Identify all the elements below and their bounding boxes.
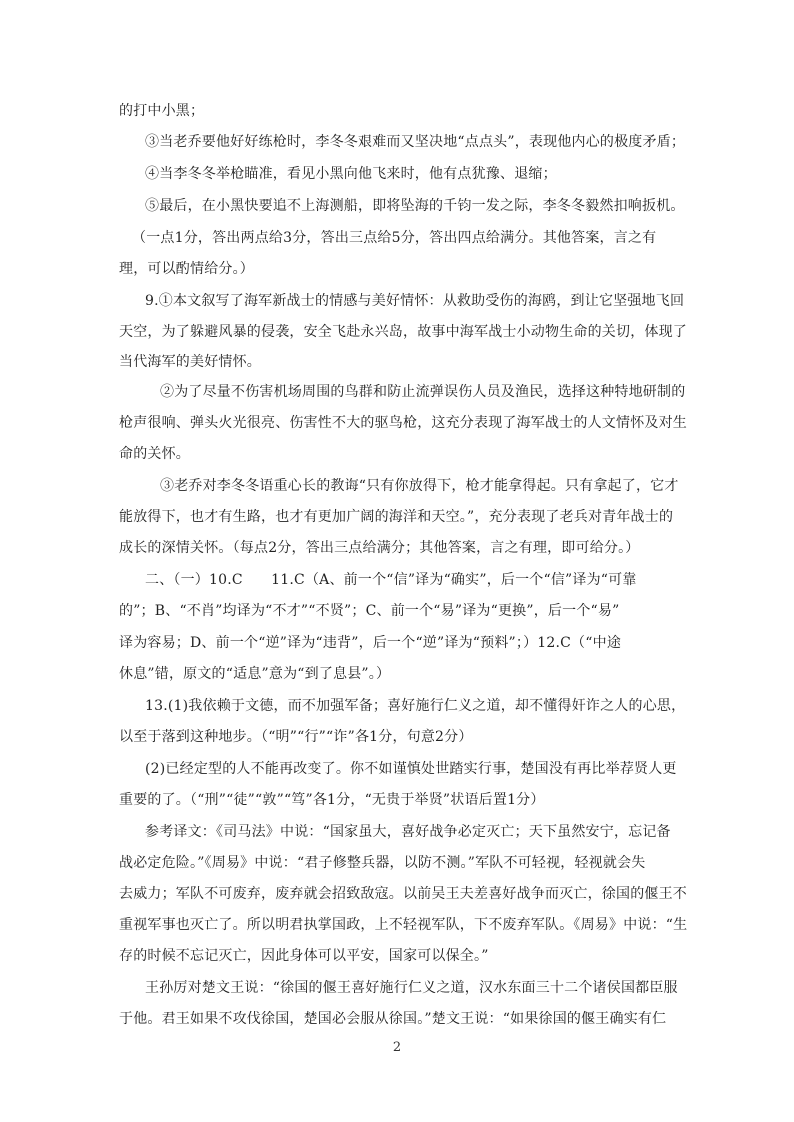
text-line: 参考译文：《司马法》中说：“国家虽大，喜好战争必定灭亡；天下虽然安宁，忘记备 — [145, 824, 671, 840]
text-line: 以至于落到这种地步。（“明”“行”“诈”各1分，句意2分） — [119, 729, 473, 745]
text-line: 能放得下，也才有生路，也才有更加广阔的海洋和天空。”，充分表现了老兵对青年战士的 — [119, 509, 674, 525]
text-line: (2)已经定型的人不能再改变了。你不如谨慎处世踏实行事，楚国没有再比举荐贤人更 — [145, 761, 677, 777]
text-line: 存的时候不忘记灭亡，因此身体可以平安，国家可以保全。” — [119, 948, 489, 964]
text-line: 重要的了。（“刑”“徒”“敦”“笃”各1分，“无贵于举贤”状语后置1分） — [119, 792, 545, 808]
text-line: 成长的深情关怀。（每点2分，答出三点给满分；其他答案，言之有理，即可给分。） — [119, 540, 640, 556]
text-line: 休息”错，原文的“适息”意为“到了息县”。） — [119, 666, 391, 682]
text-line: 战必定危险。”《周易》中说：“君子修整兵器，以防不测。”军队不可轻视，轻视就会失 — [119, 855, 646, 871]
page-number: 2 — [392, 1040, 402, 1055]
text-line: ③当老乔要他好好练枪时，李冬冬艰难而又坚决地“点点头”，表现他内心的极度矛盾； — [145, 134, 686, 150]
text-line: 译为容易；D、前一个“逆”译为“违背”，后一个“逆”译为“预料”；）12.C（“中途 — [119, 635, 622, 651]
text-line: 天空，为了躲避风暴的侵袭，安全飞赴永兴岛，故事中海军战士小动物生命的关切，体现了 — [119, 324, 687, 340]
text-line: 王孙厉对楚文王说：“徐国的偃王喜好施行仁义之道，汉水东面三十二个诸侯国都臣服 — [145, 980, 678, 996]
text-line: ④当李冬冬举枪瞄准，看见小黑向他飞来时，他有点犹豫、退缩； — [145, 166, 557, 182]
text-line: 重视军事也灭亡了。所以明君执掌国政，上不轻视军队，下不废弃军队。《周易》中说：“生 — [119, 917, 688, 933]
text-line: 二、（一）10.C 11.C（A、前一个“信”译为“确实”，后一个“信”译为“可靠 — [145, 572, 637, 588]
text-line: 当代海军的美好情怀。 — [119, 354, 261, 370]
text-line: ③老乔对李冬冬语重心长的教诲“只有你放得下，枪才能拿得起。只有拿起了，它才 — [160, 478, 679, 494]
text-line: 9.①本文叙写了海军新战士的情感与美好情怀：从救助受伤的海鸥，到让它坚强地飞回 — [145, 293, 685, 309]
text-line: 13.(1)我依赖于文德，而不加强军备；喜好施行仁义之道，却不懂得奸诈之人的心思， — [145, 698, 686, 714]
text-line: ②为了尽量不伤害机场周围的鸟群和防止流弹误伤人员及渔民，选择这种特地研制的 — [160, 384, 686, 400]
text-line: 的”；B、“不肖”均译为“不才”“不贤”；C、前一个“易”译为“更换”，后一个“易” — [119, 603, 620, 619]
text-line: 的打中小黑； — [119, 103, 205, 119]
text-line: 去威力；军队不可废弃，废弃就会招致敌寇。以前吴王夫差喜好战争而灭亡，徐国的偃王不 — [119, 886, 687, 902]
text-line: 枪声很响、弹头火光很亮、伤害性不大的驱鸟枪，这充分表现了海军战士的人文情怀及对生 — [119, 415, 687, 431]
text-line: 于他。君王如果不攻伐徐国，楚国必会服从徐国。”楚文王说：“如果徐国的偃王确实有仁 — [119, 1011, 667, 1027]
text-line: 理，可以酌情给分。） — [119, 261, 254, 277]
text-line: ⑤最后，在小黑快要追不上海测船，即将坠海的千钧一发之际，李冬冬毅然扣响扳机。 — [145, 198, 685, 214]
text-line: 命的关怀。 — [119, 446, 190, 462]
text-line: （一点1分，答出两点给3分，答出三点给5分，答出四点给满分。其他答案，言之有 — [132, 230, 657, 246]
